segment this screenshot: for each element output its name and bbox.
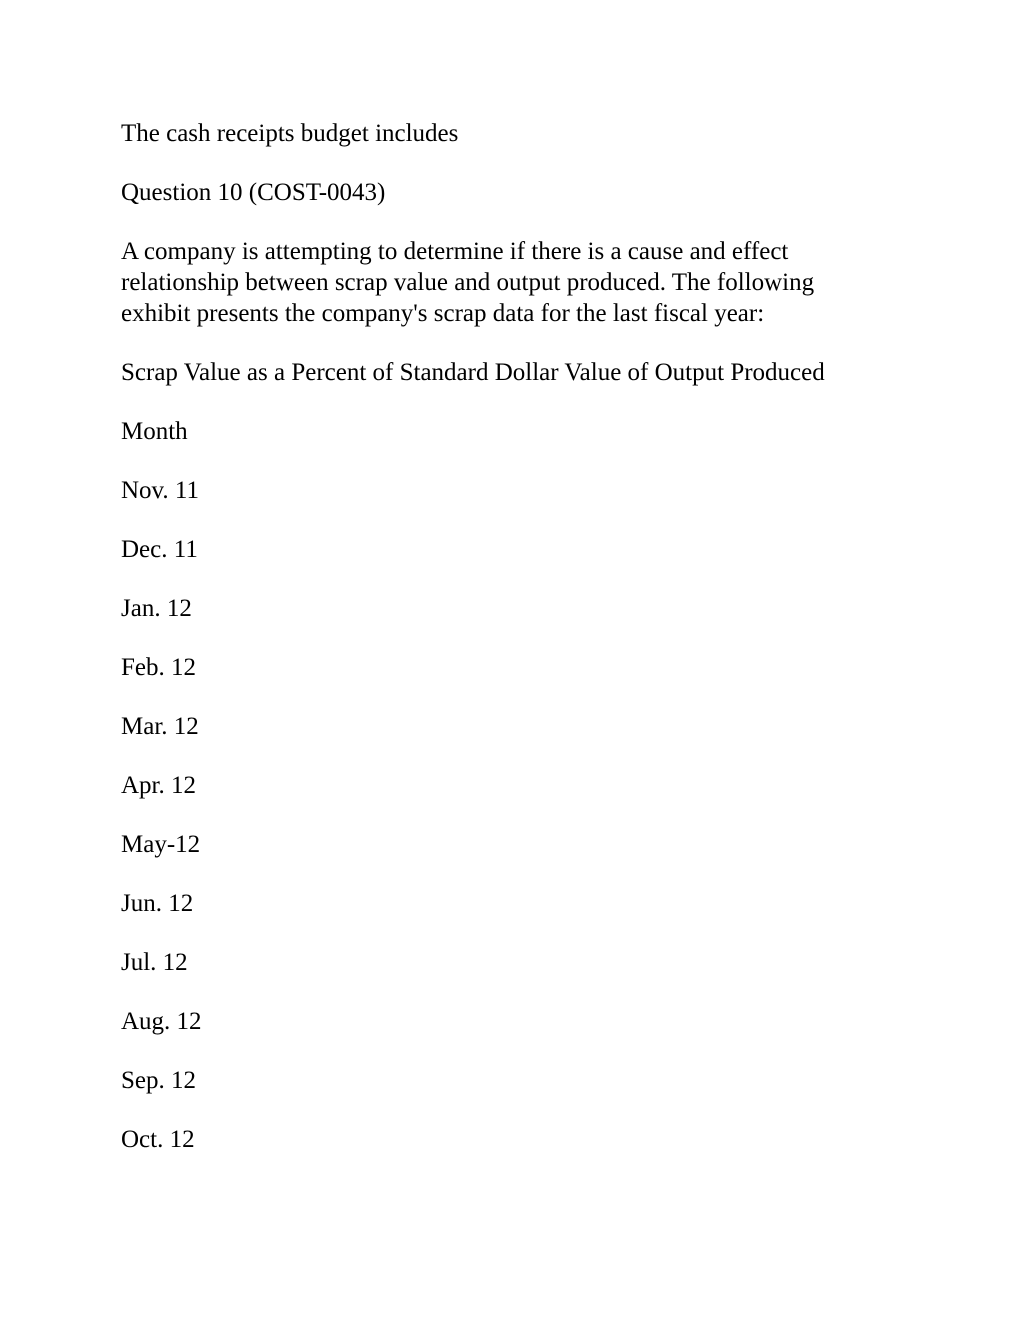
question-body-line: A company is attempting to determine if there is a cause and effect (121, 238, 789, 265)
exhibit-title: Scrap Value as a Percent of Standard Dollar Value of Output Produced (121, 359, 825, 386)
month-list (121, 475, 901, 1155)
question-body-line: exhibit presents the company's scrap data for the last fiscal year: (121, 300, 765, 327)
month-item: Aug. 12 (121, 1008, 202, 1035)
month-item: Mar. 12 (121, 713, 199, 740)
intro-text: The cash receipts budget includes (121, 120, 459, 147)
question-heading: Question 10 (COST-0043) (121, 179, 386, 206)
month-item: Dec. 11 (121, 536, 198, 563)
month-item: Oct. 12 (121, 1126, 195, 1153)
month-item: Nov. 11 (121, 477, 200, 504)
month-item: Jun. 12 (121, 890, 194, 917)
month-item: Sep. 12 (121, 1067, 196, 1094)
month-item: Jul. 12 (121, 949, 188, 976)
month-item: Apr. 12 (121, 772, 196, 799)
question-body-line: relationship between scrap value and output produced. The following (121, 269, 815, 296)
document-page (121, 118, 901, 1183)
question-body (121, 236, 901, 329)
month-item: Jan. 12 (121, 595, 192, 622)
month-item: May-12 (121, 831, 201, 858)
month-column-header: Month (121, 418, 188, 445)
month-item: Feb. 12 (121, 654, 196, 681)
